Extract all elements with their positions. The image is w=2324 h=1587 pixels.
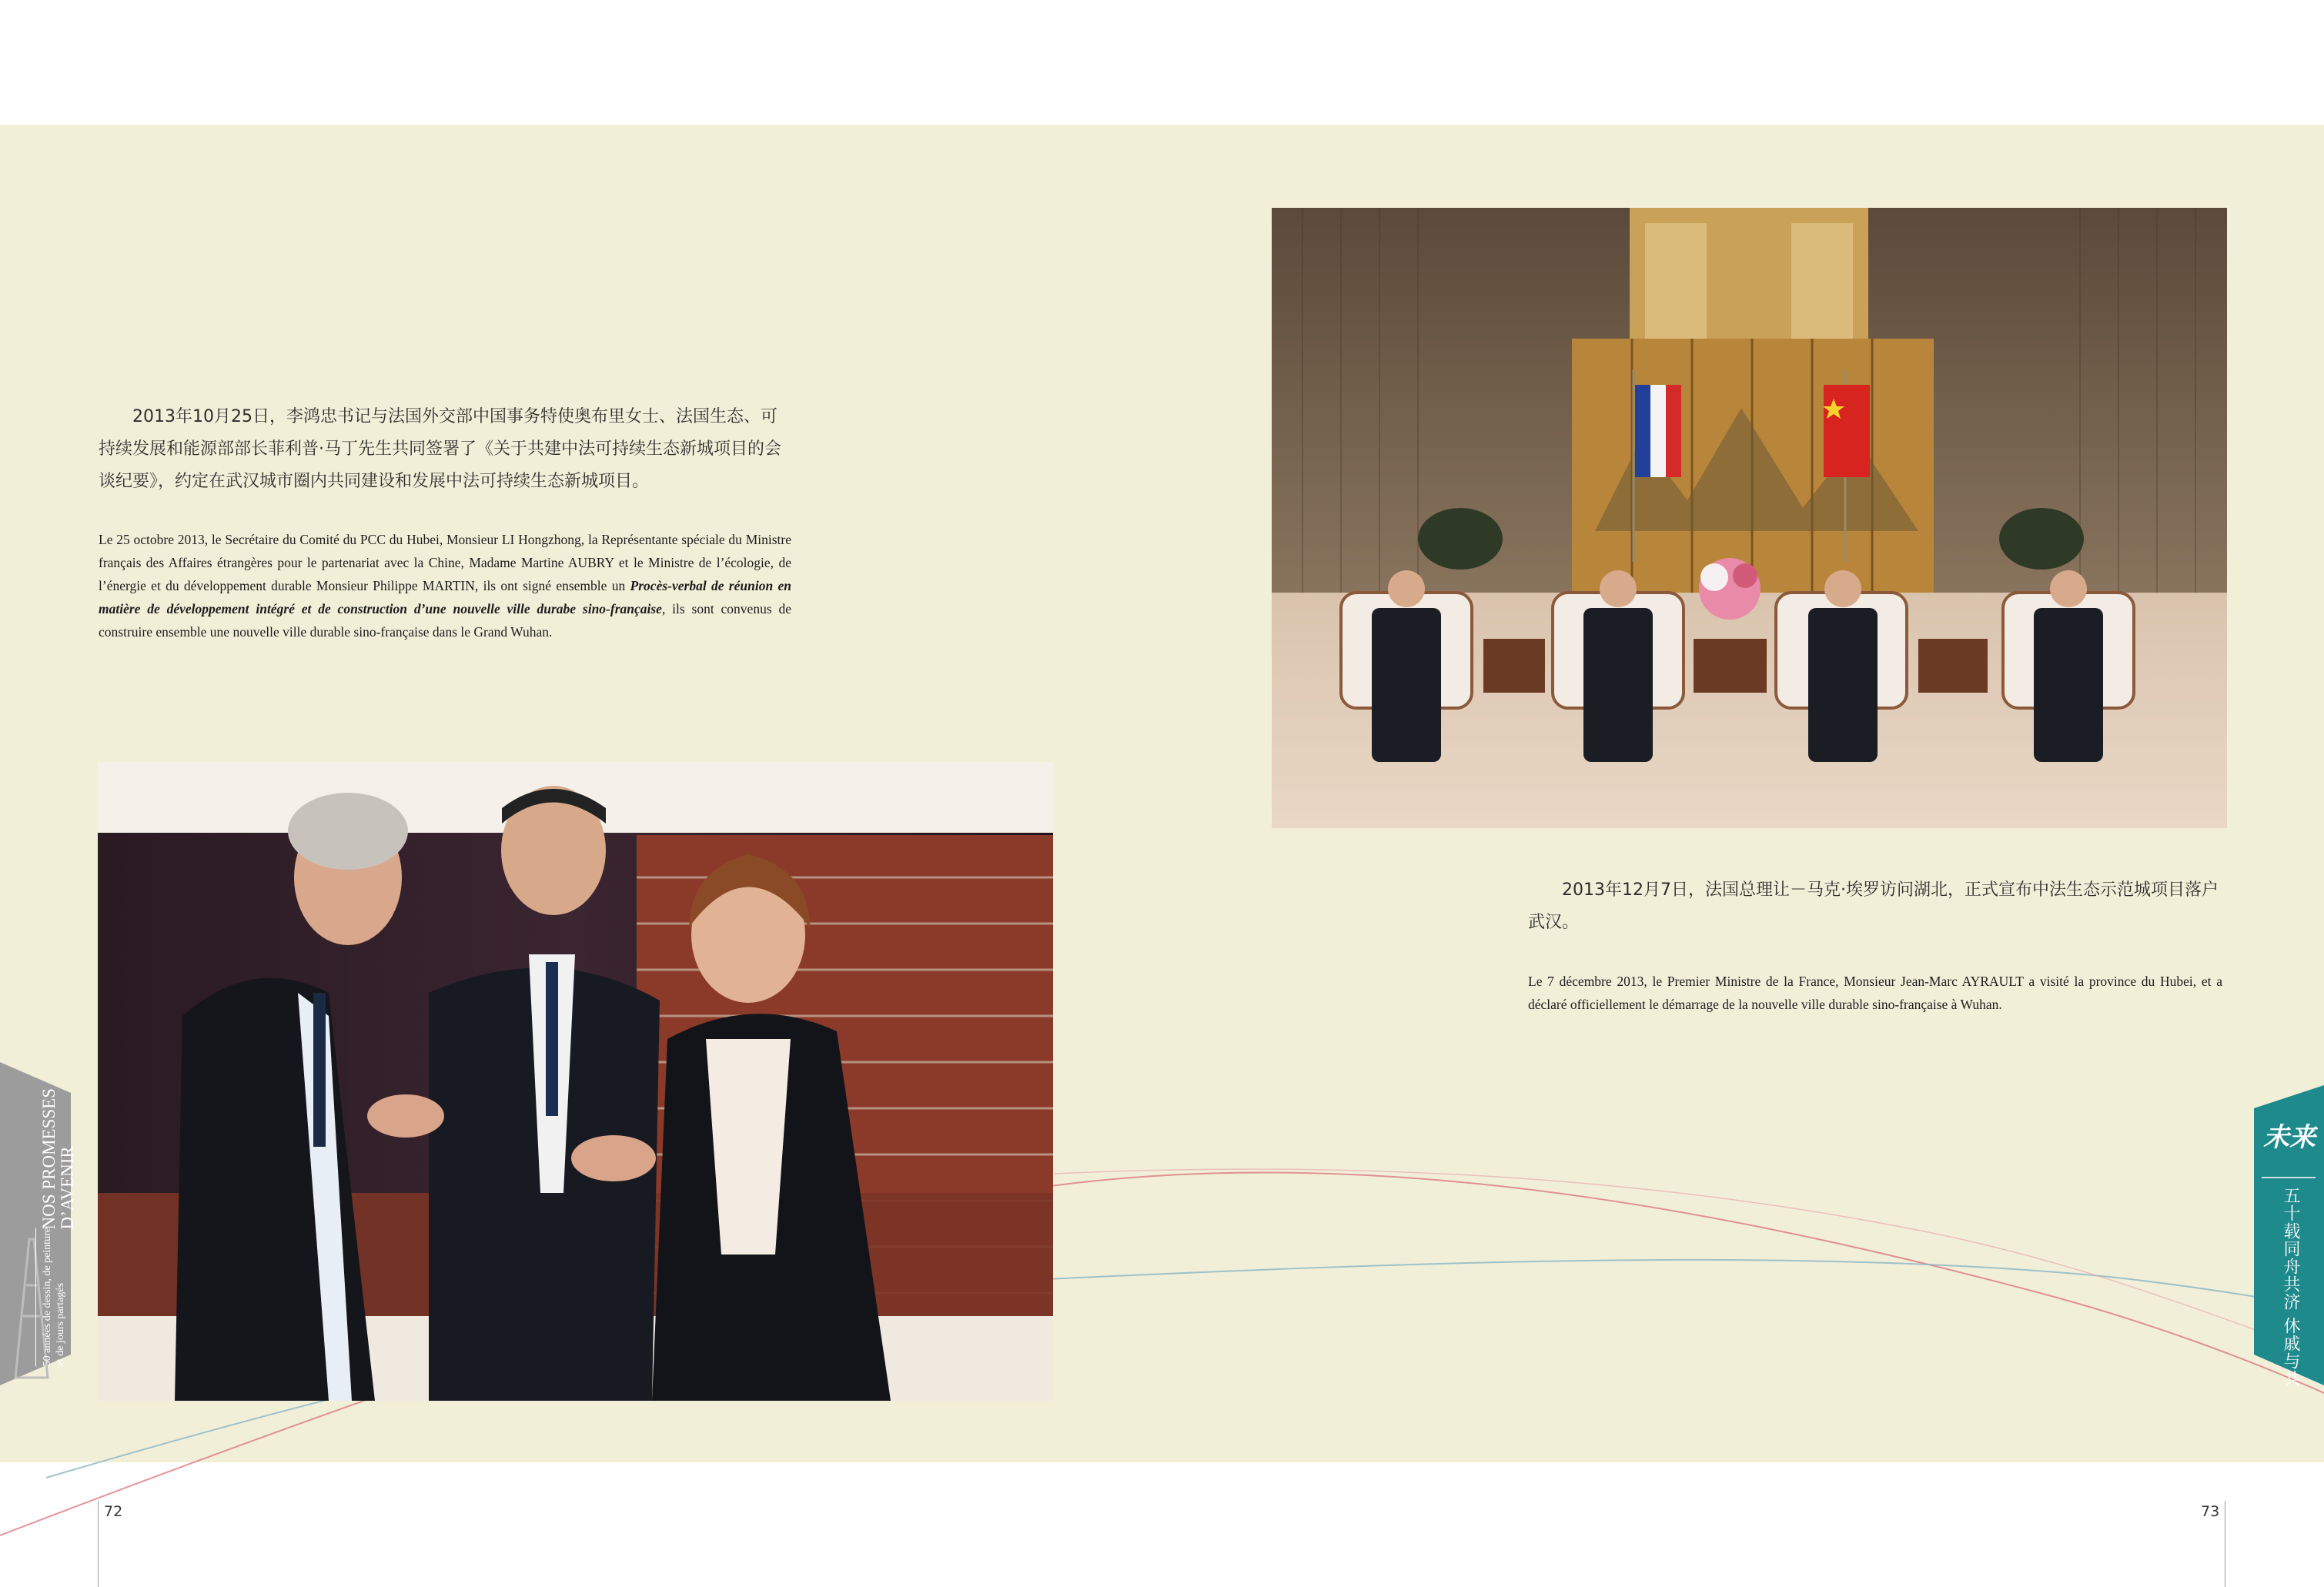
left-tab-title — [40, 1088, 77, 1229]
left-tab-title-line2: D’AVENIR — [58, 1146, 77, 1230]
right-side-tab — [2254, 1085, 2324, 1388]
left-tab-subtitle-line2: et de jours partagés — [55, 1282, 66, 1367]
photo-meeting — [1272, 208, 2227, 828]
left-tab-subtitle-line1: 50 années de dessin, de peinture — [42, 1228, 53, 1367]
left-fr-document-title: Procès-verbal de réunion en matière de développement intégré et de construction d’une nouvelle ville durabe sino-française — [99, 578, 791, 616]
left-tab-title-line1: NOS PROMESSES — [39, 1088, 59, 1230]
page-number-left: 72 — [104, 1503, 123, 1520]
right-fr-paragraph: Le 7 décembre 2013, le Premier Ministre de la France, Monsieur Jean-Marc AYRAULT a visité la province du Hubei, et a déclaré officiellement le démarrage de la nouvelle ville durable sino-française à Wuhan. — [1528, 974, 2222, 1012]
left-footer-line — [98, 1501, 99, 1587]
left-zh-paragraph: 2013年10月25日，李鸿忠书记与法国外交部中国事务特使奥布里女士、法国生态、可持续发展和能源部部长菲利普·马丁先生共同签署了《关于共建中法可持续生态新城项目的会谈纪要》，约定在武汉城市圈内共同建设和发展中法可持续生态新城项目。 — [99, 407, 781, 491]
left-fr-text-start: Le 25 octobre 2013, le Secrétaire du Comité du PCC du Hubei, Monsieur LI Hongzhong, la Représentante spéciale du Ministre français des Affaires étrangères pour le partenariat avec la Chine, Madame Martine AUBRY et le Ministre de l’écologie, de l’énergie et du développement durable Monsieur Philippe MARTIN, ils ont signé ensemble un — [99, 532, 791, 593]
right-zh-paragraph: 2013年12月7日，法国总理让－马克·埃罗访问湖北，正式宣布中法生态示范城项目落户武汉。 — [1528, 880, 2219, 932]
left-fr-paragraph — [99, 528, 791, 643]
left-tab-subtitle — [35, 1228, 67, 1366]
left-fr-text-end: , ils sont convenus de construire ensemble une nouvelle ville durable sino-française dans le Grand Wuhan. — [99, 601, 791, 640]
left-side-tab — [0, 1062, 77, 1385]
right-tab-subtitle: 五十载同舟共济 休戚与共 — [2281, 1187, 2300, 1388]
right-tab-title: 未来 — [2263, 1122, 2316, 1153]
photo-handshake — [98, 762, 1053, 1401]
page-number-right: 73 — [2201, 1503, 2220, 1520]
